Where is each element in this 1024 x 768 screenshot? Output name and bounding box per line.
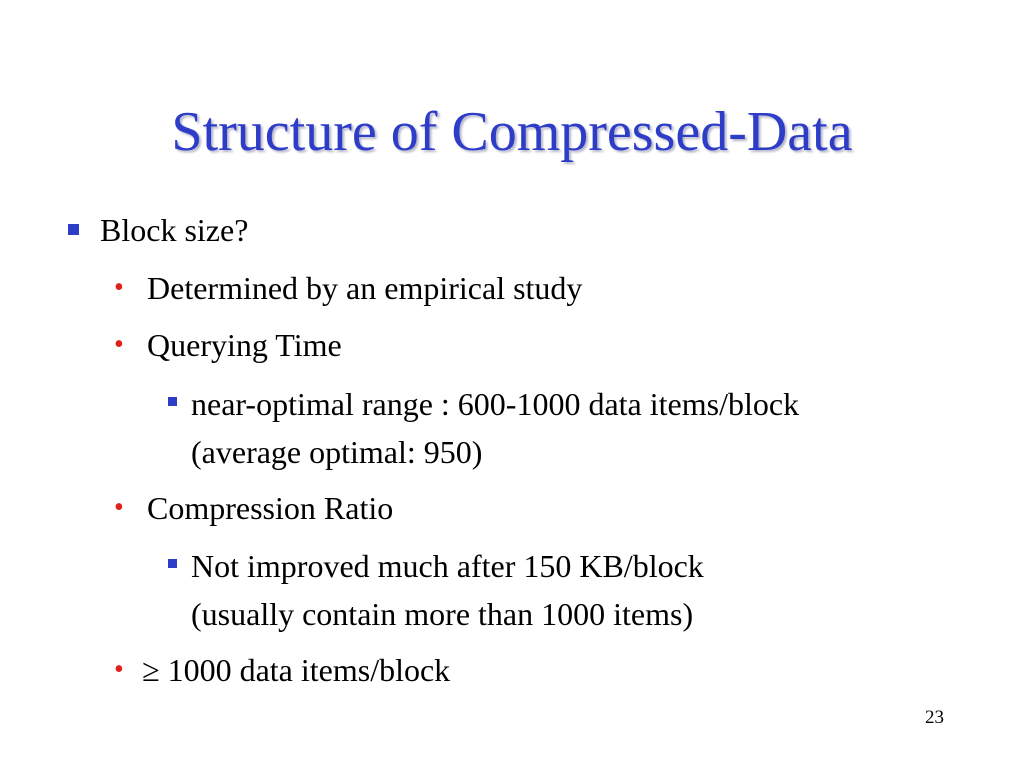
bullet-text-line1: near-optimal range : 600-1000 data items/block: [191, 386, 800, 422]
bullet-text: Compression Ratio: [147, 490, 394, 526]
dot-bullet-icon: •: [114, 329, 124, 360]
bullet-text: Querying Time: [147, 327, 342, 363]
dot-bullet-icon: •: [114, 492, 124, 523]
bullet-text: Determined by an empirical study: [147, 270, 583, 306]
square-bullet-icon: [68, 224, 79, 235]
square-bullet-icon: [168, 397, 177, 406]
square-bullet-icon: [168, 559, 177, 568]
bullet-text-line1: Not improved much after 150 KB/block: [191, 548, 704, 584]
bullet-text-line2: (average optimal: 950): [191, 434, 483, 470]
bullet-text: ≥ 1000 data items/block: [142, 652, 451, 688]
dot-bullet-icon: •: [114, 654, 124, 685]
page-number: 23: [925, 707, 944, 728]
slide-title: Structure of Compressed-Data: [171, 101, 853, 163]
dot-bullet-icon: •: [114, 272, 124, 303]
bullet-text-line2: (usually contain more than 1000 items): [191, 596, 694, 632]
bullet-text: Block size?: [100, 212, 249, 248]
